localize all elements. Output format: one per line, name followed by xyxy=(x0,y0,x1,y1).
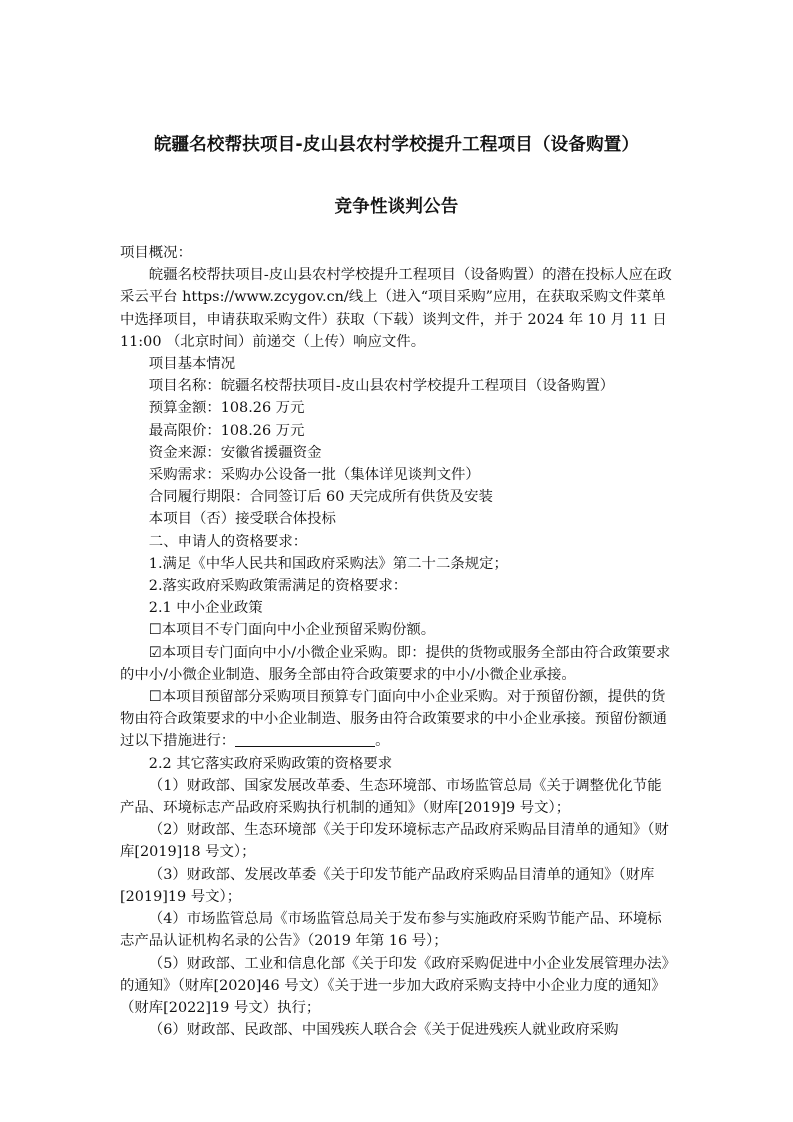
procurement-demand: 采购需求：采购办公设备一批（集体详见谈判文件） xyxy=(148,467,480,484)
regulation-5: （5）财政部、工业和信息化部《关于印发《政府采购促进中小企业发展管理办法》的通知》（财库[2020]46 号文）《关于进一步加大政府采购支持中小企业力度的通知》（财库[2022]19 号文）执行； xyxy=(120,955,669,1016)
qualification-2-2: 2.2 其它落实政府采购政策的资格要求 xyxy=(148,755,393,772)
basic-info-heading: 项目基本情况 xyxy=(148,356,236,373)
sme-option-partial-text: ☐本项目预留部分采购项目预算专门面向中小企业采购。对于预留份额，提供的货物由符合政策要求的中小企业制造、服务由符合政策要求的中小企业承接。预留份额通过以下措施进行： xyxy=(120,689,667,750)
contract-period: 合同履行期限：合同签订后 60 天完成所有供货及安装 xyxy=(148,489,493,506)
regulation-2: （2）财政部、生态环境部《关于印发环境标志产品政府采购品目清单的通知》（财库[2019]18 号文）； xyxy=(120,822,669,861)
overview-paragraph: 皖疆名校帮扶项目-皮山县农村学校提升工程项目（设备购置）的潜在投标人应在政采云平台 https://www.zcygov.cn/线上（进入“项目采购”应用，在获取采购文件菜单中选择项目，申请获取采购文件）获取（下载）谈判文件，并于 2024 年 10 月 11 日 11:00 （北京时间）前递交（上传）响应文件。 xyxy=(120,267,672,350)
document-body xyxy=(120,242,672,1041)
sme-option-checked: ☑本项目专门面向中小/小微企业采购。即：提供的货物或服务全部由符合政策要求的中小/小微企业制造、服务全部由符合政策要求的中小/小微企业承接。 xyxy=(120,644,671,683)
regulation-6: （6）财政部、民政部、中国残疾人联合会《关于促进残疾人就业政府采购 xyxy=(148,1022,619,1039)
document-title: 皖疆名校帮扶项目-皮山县农村学校提升工程项目（设备购置） xyxy=(153,135,640,155)
max-price: 最高限价：108.26 万元 xyxy=(148,422,305,439)
budget-amount: 预算金额：108.26 万元 xyxy=(148,400,305,417)
fund-source: 资金来源：安徽省援疆资金 xyxy=(148,444,322,461)
regulation-1: （1）财政部、国家发展改革委、生态环境部、市场监管总局《关于调整优化节能产品、环境标志产品政府采购执行机制的通知》（财库[2019]9 号文）； xyxy=(120,777,662,817)
qualification-2-1: 2.1 中小企业政策 xyxy=(148,600,263,617)
project-name: 项目名称：皖疆名校帮扶项目-皮山县农村学校提升工程项目（设备购置） xyxy=(148,378,615,395)
regulation-3: （3）财政部、发展改革委《关于印发节能产品政府采购品目清单的通知》（财库[2019]19 号文）； xyxy=(120,866,655,905)
regulation-4: （4）市场监管总局《市场监管总局关于发布参与实施政府采购节能产品、环境标志产品认证机构名录的公告》（2019 年第 16 号）； xyxy=(120,911,662,950)
consortium-note: 本项目（否）接受联合体投标 xyxy=(148,511,336,528)
overview-heading: 项目概况： xyxy=(120,245,192,261)
qualification-heading: 二、申请人的资格要求： xyxy=(148,533,308,550)
qualification-2: 2.落实政府采购政策需满足的资格要求： xyxy=(148,578,408,595)
blank-underline xyxy=(235,732,375,747)
sme-option-unchecked: ☐本项目不专门面向中小企业预留采购份额。 xyxy=(148,622,436,639)
sme-option-partial xyxy=(120,686,672,753)
qualification-1: 1.满足《中华人民共和国政府采购法》第二十二条规定； xyxy=(148,555,508,572)
sme-option-partial-end: 。 xyxy=(375,733,390,750)
document-subtitle: 竞争性谈判公告 xyxy=(334,197,459,217)
